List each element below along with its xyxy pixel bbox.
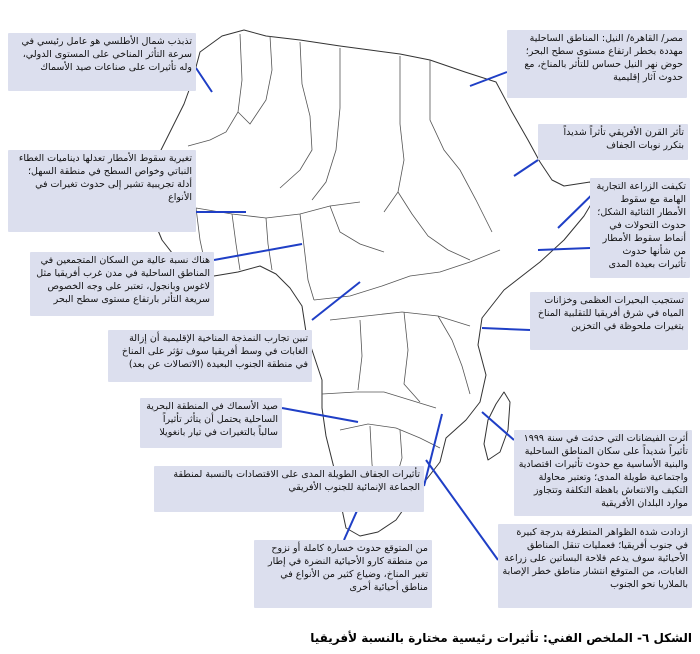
note-central-forest-text: تبين تجارب النمذجة المناخية الإقليمية أن إزالة الغابات في وسط أفريقيا سوف تؤثر على المناخ في منطقة الجنوب البعيدة (الاتصالات عن بعد) <box>121 333 308 370</box>
note-great-lakes <box>530 292 688 350</box>
note-west-coast-text: هناك نسبة عالية من السكان المتجمعين في المناطق الساحلية في مدن غرب أفريقيا مثل لاغوس وبانجول، تعتبر على وجه الخصوص سريعة التأثر بارتفاع مستوى سطح البحر <box>36 255 210 305</box>
note-agri-rain-text: تكيفت الزراعة التجارية الهامة مع سقوط الأمطار الثنائية الشكل؛ حدوث التحولات في أنماط سقوط الأمطار من شأنها حدوث تأثيرات بعيدة المدى <box>596 181 686 270</box>
note-benguela-text: صيد الأسماك في المنطقة البحرية الساحلية يحتمل أن يتأثر تأثيراً سالباً بالتغيرات في تيار بانغويلا <box>146 401 278 438</box>
note-horn <box>538 124 688 160</box>
note-floods-1999 <box>514 430 692 516</box>
note-egypt-nile <box>507 30 687 98</box>
note-sahel-rain-text: تغيرية سقوط الأمطار تعدلها ديناميات الغطاء النباتي وخواص السطح في منطقة السهل؛ أدلة تجريبية تشير إلى حدوث تغيرات في الأنواع <box>18 153 192 203</box>
note-karoo <box>254 540 432 608</box>
note-horn-text: تأثر القرن الأفريقي تأثراً شديداً بتكرر نوبات الجفاف <box>563 127 684 151</box>
note-central-forest <box>108 330 312 382</box>
note-west-coast <box>30 252 214 316</box>
note-malaria <box>498 524 692 608</box>
note-floods-1999-text: أثرت الفيضانات التي حدثت في سنة ١٩٩٩ تأثيراً شديداً على سكان المناطق الساحلية والبنية الأساسية مع حدوث تأثيرات اقتصادية واجتماعية طويلة المدى؛ وتعتبر محاولة التكيف والانتعاش باهظة التكلفة وتتجاوز موارد البلدان الأفريقية <box>518 433 688 509</box>
note-egypt-nile-text: مصر/ القاهرة/ النيل: المناطق الساحلية مهددة بخطر ارتفاع مستوى سطح البحر؛ حوض نهر النيل حساس للتأثر بالمناخ، مع حدوث آثار إقليمية <box>524 33 683 83</box>
note-nw-atlantic-text: تذبذب شمال الأطلسي هو عامل رئيسي في سرعة التأثر المناخي على المستوى الدولي، وله تأثيرات على صناعات صيد الأسماك <box>21 36 192 73</box>
figure-caption: الشكل ٦- الملخص الفني: تأثيرات رئيسية مختارة بالنسبة لأفريقيا <box>310 631 692 645</box>
note-malaria-text: ازدادت شدة الظواهر المتطرفة بدرجة كبيرة في جنوب أفريقيا؛ فعمليات تنقل المناطق الأحيائية سوف يدعم فلاحة البساتين على زراعة الغابات، من المتوقع انتشار مناطق خطر الإصابة بالملاريا نحو الجنوب <box>502 527 688 590</box>
note-great-lakes-text: تستجيب البحيرات العظمى وخزانات المياه في شرق أفريقيا للتقلبية المناخ بتغيرات ملحوظة في التخزين <box>537 295 684 332</box>
note-sadc-drought <box>154 466 424 512</box>
note-karoo-text: من المتوقع حدوث خسارة كاملة أو نزوح من منطقة كارو الأحيائية النضرة في إطار تغير المناخ، وضياع كثير من الأنواع في مناطق أحيائية أخرى <box>268 543 428 593</box>
note-nw-atlantic <box>8 33 196 91</box>
note-agri-rain <box>590 178 690 278</box>
note-sadc-drought-text: تأثيرات الجفاف الطويلة المدى على الاقتصادات بالنسبة لمنطقة الجماعة الإنمائية للجنوب الأفريقي <box>173 469 420 493</box>
note-benguela <box>140 398 282 448</box>
note-sahel-rain <box>8 150 196 232</box>
